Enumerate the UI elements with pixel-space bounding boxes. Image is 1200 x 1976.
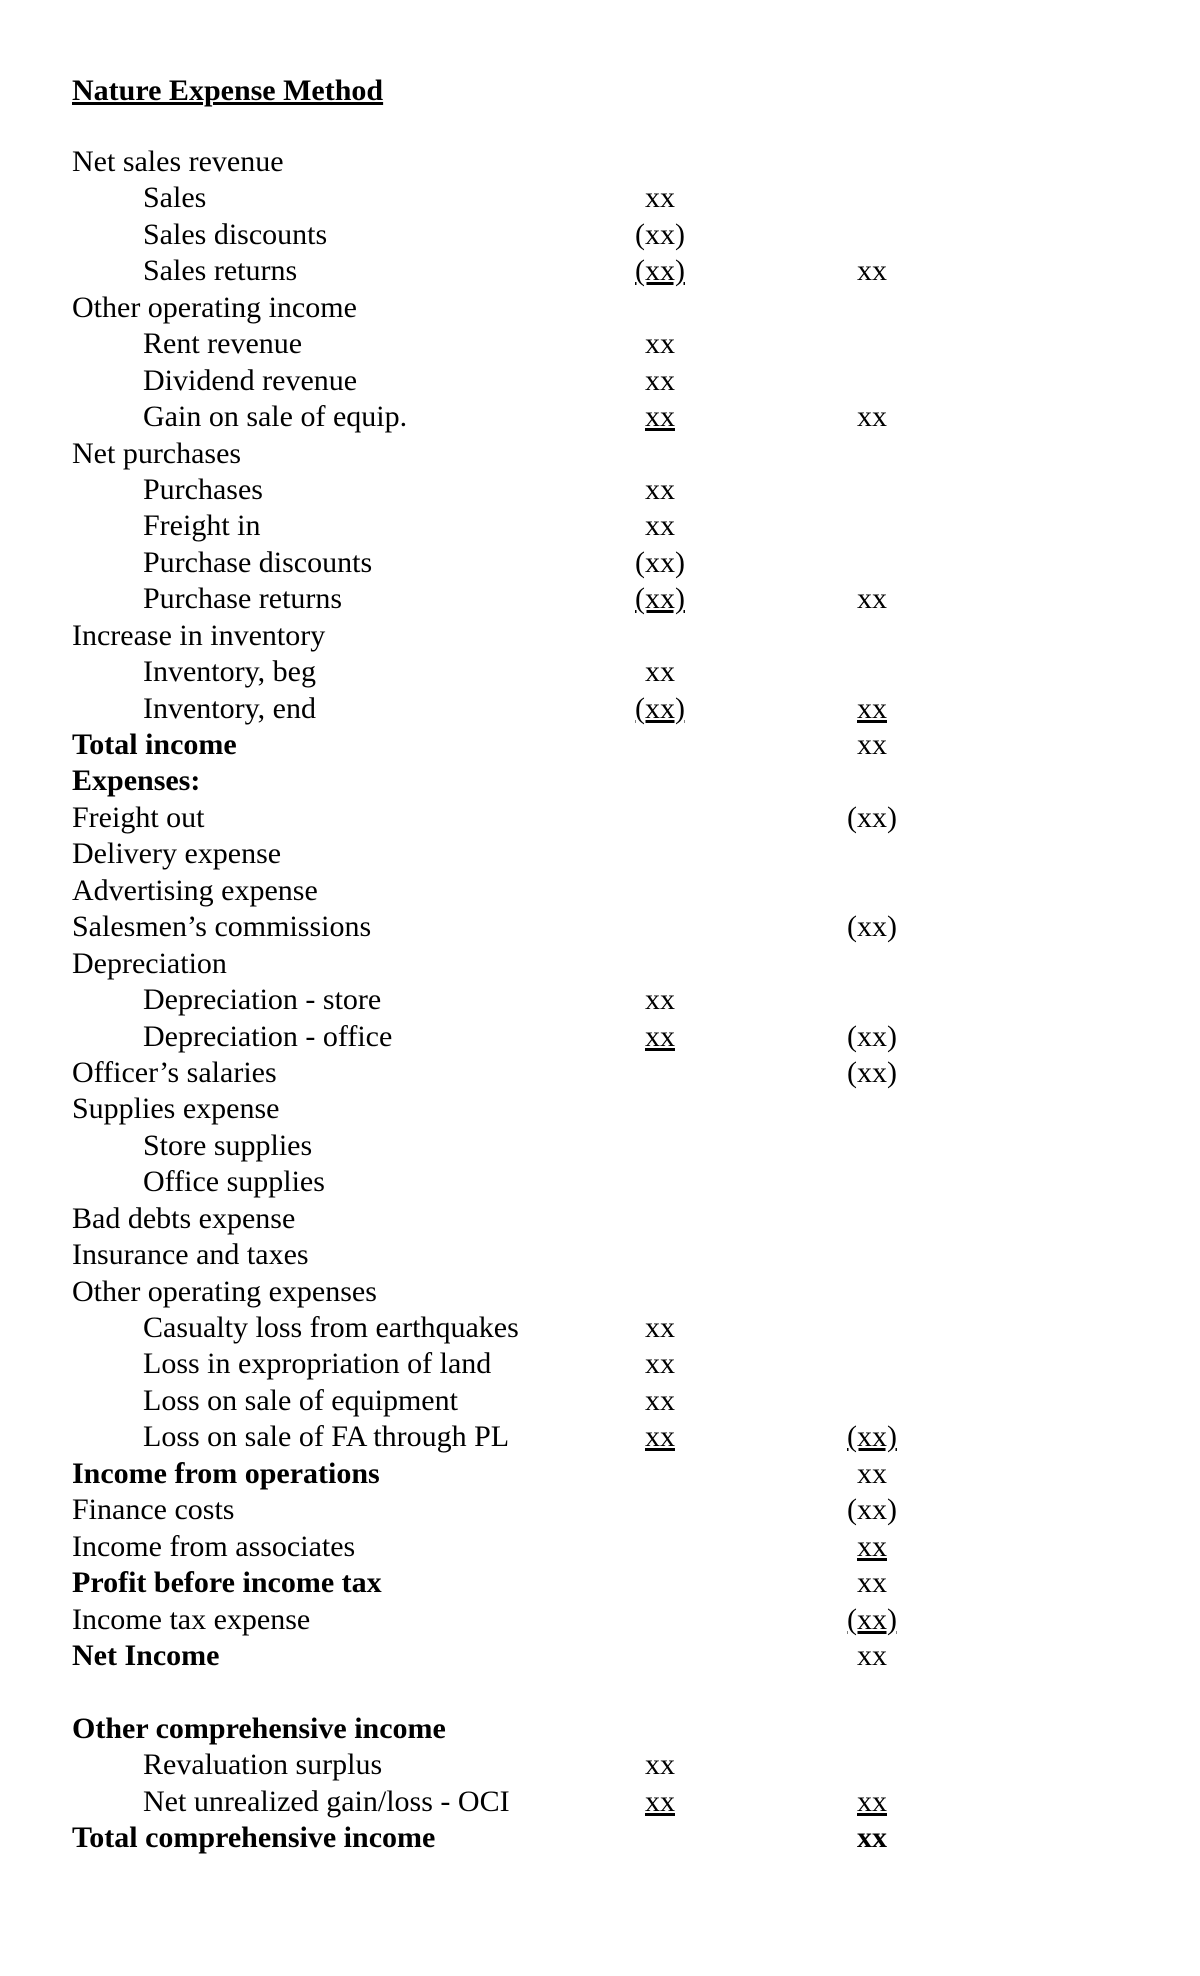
row-label: Insurance and taxes <box>72 1238 309 1272</box>
statement-row <box>72 1019 1172 1055</box>
statement-row <box>72 180 1172 216</box>
amount-total: (xx) <box>847 1602 897 1636</box>
statement-row <box>72 654 1172 690</box>
statement-row <box>72 399 1172 435</box>
row-label: Depreciation - store <box>143 983 382 1017</box>
amount-detail: (xx) <box>635 545 685 579</box>
amount-total: xx <box>857 1784 887 1818</box>
row-label: Loss on sale of equipment <box>143 1383 458 1417</box>
row-label: Net sales revenue <box>72 145 284 178</box>
amount-detail: xx <box>645 1311 675 1344</box>
statement-row <box>72 363 1172 399</box>
row-label: Delivery expense <box>72 837 282 871</box>
amount-detail: xx <box>645 1347 675 1381</box>
row-label: Other operating income <box>72 290 357 324</box>
statement-row <box>72 436 1172 472</box>
statement-row <box>72 581 1172 617</box>
statement-row <box>72 1602 1172 1638</box>
row-label: Net purchases <box>72 436 242 470</box>
statement-row <box>72 1128 1172 1164</box>
statement-row <box>72 836 1172 872</box>
row-label: Income from operations <box>72 1456 380 1490</box>
statement-row <box>72 1237 1172 1273</box>
amount-detail: xx <box>645 472 675 506</box>
row-label: Purchase returns <box>143 582 343 616</box>
statement-row <box>72 946 1172 982</box>
amount-total: (xx) <box>847 1019 897 1053</box>
row-label: Sales discounts <box>143 217 328 251</box>
row-label: Other comprehensive income <box>72 1711 446 1745</box>
row-label: Inventory, end <box>143 691 316 725</box>
row-label: Finance costs <box>72 1493 235 1527</box>
amount-detail: xx <box>645 1784 675 1818</box>
amount-detail: xx <box>645 181 675 215</box>
amount-detail: (xx) <box>635 217 685 251</box>
row-label: Income tax expense <box>72 1602 311 1636</box>
statement-row <box>72 800 1172 836</box>
statement-row <box>72 1310 1172 1346</box>
row-label: Increase in inventory <box>72 618 326 652</box>
row-label: Loss in expropriation of land <box>143 1347 492 1381</box>
row-label: Officer’s salaries <box>72 1055 277 1089</box>
row-label: Expenses: <box>72 764 201 798</box>
amount-total: (xx) <box>847 910 897 944</box>
row-label: Rent revenue <box>143 327 303 361</box>
statement-row <box>72 1784 1172 1820</box>
statement-row <box>72 691 1172 727</box>
statement-row <box>72 1383 1172 1419</box>
statement-row <box>72 1055 1172 1091</box>
row-label: Net unrealized gain/loss - OCI <box>143 1784 510 1818</box>
statement-row <box>72 618 1172 654</box>
amount-total: xx <box>857 1821 887 1855</box>
row-label: Dividend revenue <box>143 363 358 397</box>
amount-detail: xx <box>645 1748 675 1782</box>
row-label: Revaluation surplus <box>143 1748 383 1782</box>
row-label: Sales returns <box>143 254 298 288</box>
row-label: Purchase discounts <box>143 545 373 579</box>
amount-detail: (xx) <box>635 691 685 725</box>
statement-row <box>72 1492 1172 1528</box>
amount-total: xx <box>857 1529 887 1563</box>
amount-detail: xx <box>645 509 675 543</box>
amount-total: xx <box>857 1456 887 1490</box>
amount-detail: (xx) <box>635 254 685 288</box>
row-label: Bad debts expense <box>72 1201 296 1235</box>
row-label: Freight in <box>143 509 261 543</box>
amount-total: (xx) <box>847 1493 897 1527</box>
statement-rows <box>72 144 1172 1857</box>
statement-row <box>72 727 1172 763</box>
statement-row <box>72 1091 1172 1127</box>
statement-row <box>72 1201 1172 1237</box>
statement-row <box>72 545 1172 581</box>
row-label: Total comprehensive income <box>72 1821 436 1855</box>
blank-row <box>72 1674 1172 1710</box>
row-label: Freight out <box>72 800 205 834</box>
statement-row <box>72 144 1172 180</box>
amount-total: (xx) <box>847 1055 897 1089</box>
amount-total: xx <box>857 728 887 761</box>
amount-detail: xx <box>645 983 675 1017</box>
statement-row <box>72 1164 1172 1200</box>
amount-total: (xx) <box>847 1420 897 1454</box>
page-title: Nature Expense Method <box>72 74 384 107</box>
amount-detail: xx <box>645 327 675 361</box>
amount-total: xx <box>857 691 887 725</box>
statement-row <box>72 1711 1172 1747</box>
row-label: Depreciation - office <box>143 1019 393 1053</box>
statement-row <box>72 253 1172 289</box>
row-label: Gain on sale of equip. <box>143 400 408 434</box>
statement-row <box>72 1419 1172 1455</box>
amount-detail: xx <box>645 655 675 689</box>
statement-row <box>72 326 1172 362</box>
row-label: Advertising expense <box>72 873 318 907</box>
statement-row <box>72 1346 1172 1382</box>
amount-total: (xx) <box>847 800 897 834</box>
row-label: Total income <box>72 728 237 761</box>
amount-detail: xx <box>645 1420 675 1454</box>
row-label: Purchases <box>143 472 263 506</box>
amount-detail: xx <box>645 363 675 397</box>
row-label: Inventory, beg <box>143 655 316 689</box>
amount-detail: xx <box>645 1383 675 1417</box>
row-label: Office supplies <box>143 1165 325 1199</box>
amount-total: xx <box>857 582 887 616</box>
statement-row <box>72 1820 1172 1856</box>
row-label: Profit before income tax <box>72 1566 382 1600</box>
row-label: Casualty loss from earthquakes <box>143 1311 519 1344</box>
row-label: Store supplies <box>143 1128 313 1162</box>
amount-total: xx <box>857 1638 887 1672</box>
statement-row <box>72 1529 1172 1565</box>
statement-row <box>72 1274 1172 1310</box>
row-label: Net Income <box>72 1638 220 1672</box>
amount-detail: (xx) <box>635 582 685 616</box>
statement-row <box>72 1747 1172 1783</box>
statement-row <box>72 508 1172 544</box>
statement-row <box>72 290 1172 326</box>
row-label: Loss on sale of FA through PL <box>143 1420 510 1454</box>
row-label: Supplies expense <box>72 1092 280 1126</box>
amount-total: xx <box>857 400 887 434</box>
amount-detail: xx <box>645 1019 675 1053</box>
statement-row <box>72 1565 1172 1601</box>
statement-row <box>72 873 1172 909</box>
amount-total: xx <box>857 254 887 288</box>
statement-row <box>72 472 1172 508</box>
amount-total: xx <box>857 1566 887 1600</box>
statement-row <box>72 982 1172 1018</box>
row-label: Other operating expenses <box>72 1274 377 1308</box>
statement-row <box>72 217 1172 253</box>
row-label: Salesmen’s commissions <box>72 910 372 944</box>
statement-row <box>72 1638 1172 1674</box>
statement-row <box>72 1456 1172 1492</box>
row-label: Depreciation <box>72 946 227 980</box>
amount-detail: xx <box>645 400 675 434</box>
row-label: Sales <box>143 181 207 215</box>
row-label: Income from associates <box>72 1529 356 1563</box>
statement-row <box>72 763 1172 799</box>
statement-row <box>72 909 1172 945</box>
